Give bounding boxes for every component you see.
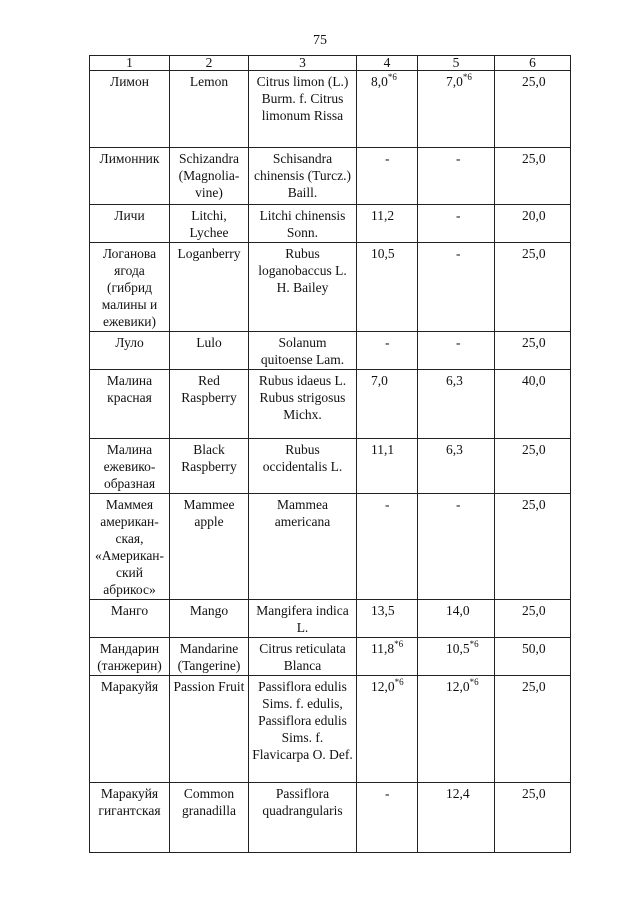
column-6-cell xyxy=(495,148,571,205)
column-6-cell xyxy=(495,370,571,439)
english-name-cell-text: Mandarine (Tangerine) xyxy=(177,641,241,673)
column-5-cell xyxy=(418,638,495,676)
russian-name-cell-text: Манго xyxy=(110,603,149,618)
table-row xyxy=(90,71,571,148)
column-5-cell-text: 6,3 xyxy=(446,373,463,388)
russian-name-cell xyxy=(90,638,170,676)
english-name-cell xyxy=(170,439,249,494)
column-6-cell xyxy=(495,205,571,243)
column-5-cell-text: - xyxy=(456,335,461,350)
column-4-cell-text: - xyxy=(385,497,390,512)
column-5-cell xyxy=(418,332,495,370)
column-5-cell xyxy=(418,783,495,853)
column-header: 4 xyxy=(357,56,418,71)
column-4-cell xyxy=(357,783,418,853)
column-4-cell xyxy=(357,439,418,494)
column-5-cell xyxy=(418,494,495,600)
column-4-cell-text: - xyxy=(385,786,390,801)
column-5-cell xyxy=(418,600,495,638)
column-5-cell-text: - xyxy=(456,246,461,261)
column-5-cell-text: 6,3 xyxy=(446,442,463,457)
column-4-cell-text: 8,0 xyxy=(371,74,388,89)
russian-name-cell-text: Личи xyxy=(114,208,145,223)
column-4-cell xyxy=(357,638,418,676)
table-row xyxy=(90,494,571,600)
column-5-cell xyxy=(418,148,495,205)
english-name-cell-text: Passion Fruit xyxy=(173,679,245,694)
english-name-cell-text: Lemon xyxy=(189,74,229,89)
column-6-cell xyxy=(495,638,571,676)
english-name-cell-text: Litchi, Lychee xyxy=(189,208,229,240)
latin-name-cell xyxy=(249,439,357,494)
english-name-cell xyxy=(170,71,249,148)
russian-name-cell-text: Лимонник xyxy=(99,151,160,166)
footnote-marker: *6 xyxy=(469,638,479,649)
russian-name-cell xyxy=(90,494,170,600)
latin-name-cell-text: Mammea americana xyxy=(274,497,331,529)
column-4-cell xyxy=(357,243,418,332)
table-row xyxy=(90,638,571,676)
column-6-cell-text: 25,0 xyxy=(522,603,546,618)
column-4-cell xyxy=(357,370,418,439)
column-header: 5 xyxy=(418,56,495,71)
column-5-cell xyxy=(418,439,495,494)
column-6-cell-text: 25,0 xyxy=(522,335,546,350)
english-name-cell xyxy=(170,676,249,783)
russian-name-cell-text: Малина ежевико-образная xyxy=(103,442,156,491)
column-4-cell xyxy=(357,148,418,205)
column-4-cell xyxy=(357,332,418,370)
russian-name-cell xyxy=(90,243,170,332)
column-6-cell xyxy=(495,243,571,332)
column-5-cell-text: - xyxy=(456,208,461,223)
column-5-cell-text: 7,0 xyxy=(446,74,463,89)
column-4-cell xyxy=(357,676,418,783)
footnote-marker: *6 xyxy=(394,676,404,687)
latin-name-cell-text: Passiflora quadrangularis xyxy=(262,786,343,818)
column-header: 2 xyxy=(170,56,249,71)
column-4-cell xyxy=(357,494,418,600)
column-4-cell-text: 10,5 xyxy=(371,246,395,261)
column-header: 3 xyxy=(249,56,357,71)
column-5-cell xyxy=(418,676,495,783)
column-6-cell-text: 20,0 xyxy=(522,208,546,223)
column-4-cell-text: 13,5 xyxy=(371,603,395,618)
russian-name-cell-text: Мандарин (танжерин) xyxy=(97,641,162,673)
column-5-cell-text: 12,4 xyxy=(446,786,470,801)
table-row xyxy=(90,243,571,332)
russian-name-cell xyxy=(90,205,170,243)
column-6-cell-text: 25,0 xyxy=(522,74,546,89)
column-4-cell-text: 11,2 xyxy=(371,208,395,223)
table-row xyxy=(90,205,571,243)
column-5-cell-text: 14,0 xyxy=(446,603,470,618)
table-row xyxy=(90,148,571,205)
latin-name-cell-text: Solanum quitoense Lam. xyxy=(260,335,345,367)
column-5-cell xyxy=(418,370,495,439)
english-name-cell-text: Black Raspberry xyxy=(181,442,237,474)
russian-name-cell xyxy=(90,370,170,439)
column-4-cell-text: - xyxy=(385,335,390,350)
column-6-cell-text: 25,0 xyxy=(522,497,546,512)
column-6-cell-text: 25,0 xyxy=(522,679,546,694)
latin-name-cell xyxy=(249,205,357,243)
russian-name-cell xyxy=(90,783,170,853)
column-6-cell-text: 25,0 xyxy=(522,442,546,457)
column-5-cell-text: - xyxy=(456,151,461,166)
latin-name-cell xyxy=(249,370,357,439)
column-4-cell-text: 12,0 xyxy=(371,679,395,694)
latin-name-cell xyxy=(249,783,357,853)
latin-name-cell xyxy=(249,638,357,676)
column-6-cell-text: 50,0 xyxy=(522,641,546,656)
latin-name-cell-text: Rubus loganobaccus L. H. Bailey xyxy=(258,246,347,295)
latin-name-cell-text: Litchi chinensis Sonn. xyxy=(259,208,346,240)
english-name-cell xyxy=(170,494,249,600)
russian-name-cell-text: Маммея американ-ская, «Американ-ский абрикос» xyxy=(94,497,165,597)
column-5-cell xyxy=(418,205,495,243)
column-6-cell-text: 25,0 xyxy=(522,246,546,261)
english-name-cell xyxy=(170,148,249,205)
table-row xyxy=(90,600,571,638)
latin-name-cell xyxy=(249,332,357,370)
latin-name-cell-text: Citrus reticulata Blanca xyxy=(259,641,346,673)
page-number: 75 xyxy=(313,33,327,48)
english-name-cell-text: Loganberry xyxy=(177,246,241,261)
english-name-cell-text: Mammee apple xyxy=(183,497,235,529)
latin-name-cell xyxy=(249,71,357,148)
russian-name-cell-text: Логанова ягода (гибрид малины и ежевики) xyxy=(101,246,158,329)
russian-name-cell-text: Маракуйя xyxy=(100,679,159,694)
column-6-cell xyxy=(495,494,571,600)
column-6-cell xyxy=(495,439,571,494)
table-row xyxy=(90,332,571,370)
russian-name-cell xyxy=(90,676,170,783)
column-4-cell-text: 11,8 xyxy=(371,641,395,656)
english-name-cell xyxy=(170,783,249,853)
column-6-cell-text: 25,0 xyxy=(522,151,546,166)
english-name-cell-text: Lulo xyxy=(196,335,222,350)
column-header: 1 xyxy=(90,56,170,71)
russian-name-cell-text: Луло xyxy=(115,335,144,350)
english-name-cell-text: Mango xyxy=(189,603,229,618)
column-5-cell xyxy=(418,71,495,148)
latin-name-cell xyxy=(249,494,357,600)
russian-name-cell-text: Малина красная xyxy=(106,373,153,405)
latin-name-cell-text: Citrus limon (L.) Burm. f. Citrus limonum Rissa xyxy=(256,74,349,123)
column-6-cell-text: 40,0 xyxy=(522,373,546,388)
latin-name-cell-text: Rubus occidentalis L. xyxy=(262,442,343,474)
latin-name-cell-text: Rubus idaeus L. Rubus strigosus Michx. xyxy=(258,373,347,422)
fruit-juice-table xyxy=(89,55,571,853)
latin-name-cell-text: Passiflora edulis Sims. f. edulis, Passiflora edulis Sims. f. Flavicarpa O. Def. xyxy=(252,679,353,762)
column-5-cell xyxy=(418,243,495,332)
table-row xyxy=(90,439,571,494)
latin-name-cell xyxy=(249,243,357,332)
english-name-cell xyxy=(170,600,249,638)
footnote-marker: *6 xyxy=(462,71,472,82)
english-name-cell xyxy=(170,638,249,676)
column-4-cell-text: - xyxy=(385,151,390,166)
russian-name-cell-text: Лимон xyxy=(110,74,149,89)
column-5-cell-text: 12,0 xyxy=(446,679,470,694)
russian-name-cell-text: Маракуйя гигантская xyxy=(98,786,161,818)
footnote-marker: *6 xyxy=(394,638,404,649)
english-name-cell xyxy=(170,332,249,370)
column-4-cell xyxy=(357,205,418,243)
column-4-cell-text: 7,0 xyxy=(371,373,388,388)
column-4-cell xyxy=(357,600,418,638)
column-5-cell-text: - xyxy=(456,497,461,512)
table-row xyxy=(90,370,571,439)
column-6-cell xyxy=(495,600,571,638)
table-row xyxy=(90,783,571,853)
english-name-cell-text: Common granadilla xyxy=(182,786,236,818)
english-name-cell xyxy=(170,205,249,243)
latin-name-cell-text: Schisandra chinensis (Turcz.) Baill. xyxy=(254,151,351,200)
english-name-cell xyxy=(170,243,249,332)
english-name-cell xyxy=(170,370,249,439)
latin-name-cell xyxy=(249,600,357,638)
latin-name-cell xyxy=(249,148,357,205)
column-6-cell-text: 25,0 xyxy=(522,786,546,801)
column-6-cell xyxy=(495,783,571,853)
column-4-cell xyxy=(357,71,418,148)
russian-name-cell xyxy=(90,332,170,370)
table-row xyxy=(90,676,571,783)
column-number-row xyxy=(90,56,571,71)
column-6-cell xyxy=(495,676,571,783)
english-name-cell-text: Schizandra (Magnolia-vine) xyxy=(178,151,240,200)
russian-name-cell xyxy=(90,148,170,205)
latin-name-cell-text: Mangifera indica L. xyxy=(256,603,349,635)
column-6-cell xyxy=(495,71,571,148)
latin-name-cell xyxy=(249,676,357,783)
column-6-cell xyxy=(495,332,571,370)
column-4-cell-text: 11,1 xyxy=(371,442,395,457)
footnote-marker: *6 xyxy=(469,676,479,687)
footnote-marker: *6 xyxy=(387,71,397,82)
russian-name-cell xyxy=(90,600,170,638)
column-5-cell-text: 10,5 xyxy=(446,641,470,656)
english-name-cell-text: Red Raspberry xyxy=(181,373,237,405)
russian-name-cell xyxy=(90,439,170,494)
column-header: 6 xyxy=(495,56,571,71)
russian-name-cell xyxy=(90,71,170,148)
